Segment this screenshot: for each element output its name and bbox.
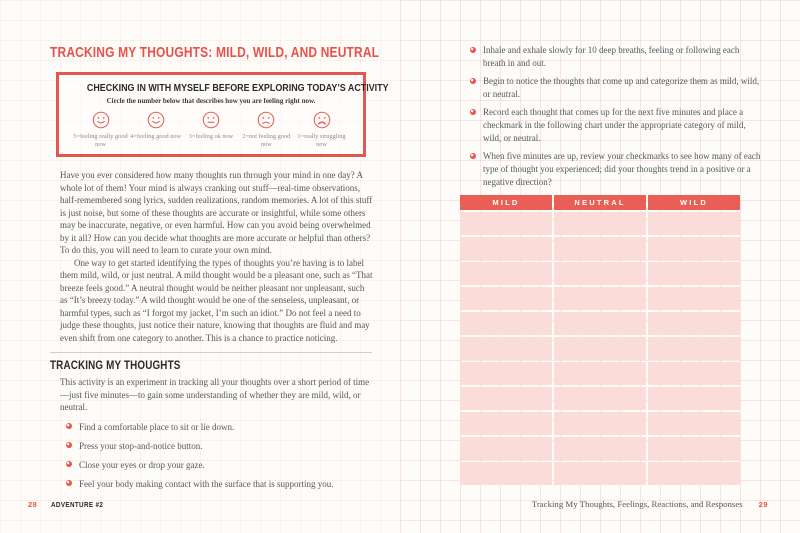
list-item	[470, 44, 762, 70]
chart-cell[interactable]	[554, 462, 646, 485]
mood-label: 5=feeling really good now	[73, 133, 128, 148]
step-text: Record each thought that comes up for the next five minutes and place a checkmark in the following chart under the appropriate category of mild, wild, or neutral.	[483, 107, 746, 143]
mood-label: 2=not feeling good now	[242, 133, 291, 148]
chart-cell[interactable]	[648, 237, 740, 260]
chart-cell[interactable]	[554, 287, 646, 310]
step-text: Feel your body making contact with the surface that is supporting you.	[79, 478, 334, 489]
bullet-icon	[66, 480, 72, 486]
checkin-instruction: Circle the number below that describes how you are feeling right now.	[106, 97, 316, 105]
chart-cell[interactable]	[460, 262, 552, 285]
chart-cell[interactable]	[648, 287, 740, 310]
chart-cell[interactable]	[554, 262, 646, 285]
mood-option-1[interactable]	[294, 111, 349, 148]
chart-cell[interactable]	[648, 362, 740, 385]
chart-cell[interactable]	[460, 212, 552, 235]
page-number: 28	[28, 500, 38, 509]
chart-cell[interactable]	[460, 362, 552, 385]
mood-option-2[interactable]	[239, 111, 294, 148]
chart-cell[interactable]	[554, 412, 646, 435]
list-item	[470, 150, 762, 189]
intro-paragraph-1: Have you ever considered how many thoughts run through your mind in one day? A whole lot of them! Your mind is always cranking out stuff—real-time observations, half-remembered song lyrics, sudden realizations, random memories. A lot of this stuff is just noise, but some of these thoughts are accurate or insightful, while some others may be inaccurate, negative, or even harmful. How can you avoid being overwhelmed by it all? How can you decide what thoughts are more accurate or helpful than others? To do this, you will need to learn to curate your own mind.	[60, 170, 373, 256]
chart-cell[interactable]	[460, 337, 552, 360]
chart-cell[interactable]	[648, 437, 740, 460]
mood-label: 3=feeling ok now	[188, 133, 234, 140]
bullet-icon	[470, 109, 476, 115]
activity-intro: This activity is an experiment in tracking all your thoughts over a short period of time—just five minutes—to gain some understanding of whether they are mild, wild, or neutral.	[60, 377, 370, 413]
mood-label: 1=really struggling now	[297, 133, 346, 148]
intro-paragraph-2: One way to get started identifying the types of thoughts you’re having is to label them mild, wild, or just neutral. A mild thought would be a pleasant one, such as “That breeze feels good.” A neutral thought would be neither pleasant nor unpleasant, such as “It’s breezy today.” A wild thought would be one of the senseless, unpleasant, or harmful types, such as “I forgot my jacket, I’m such an idiot.” Do not feel a need to judge these thoughts, just notice their nature, knowing that thoughts are fluid and may even shift from one category to another. This is a chance to practice noticing.	[60, 257, 373, 343]
chart-cell[interactable]	[460, 462, 552, 485]
bullet-icon	[66, 442, 72, 448]
step-text: Close your eyes or drop your gaze.	[79, 459, 205, 470]
mood-scale	[65, 105, 357, 148]
page-number: 29	[758, 500, 768, 509]
bullet-icon	[66, 461, 72, 467]
step-text: Begin to notice the thoughts that come up and categorize them as mild, wild, or neutral.	[483, 76, 760, 99]
chart-cell[interactable]	[554, 387, 646, 410]
activity-steps-left	[66, 421, 372, 491]
section-divider	[50, 352, 372, 353]
activity-steps-right	[470, 44, 762, 189]
page-right	[400, 0, 800, 533]
chart-cell[interactable]	[648, 412, 740, 435]
neutral-face-icon	[202, 111, 220, 129]
running-title: Tracking My Thoughts, Feelings, Reactions, and Responses	[531, 499, 743, 509]
bullet-icon	[470, 78, 476, 84]
chart-cell[interactable]	[554, 437, 646, 460]
list-item	[66, 478, 372, 491]
chart-cell[interactable]	[460, 412, 552, 435]
chart-cell[interactable]	[648, 262, 740, 285]
list-item	[66, 440, 372, 453]
checkin-box	[56, 72, 389, 157]
chart-cell[interactable]	[648, 462, 740, 485]
list-item	[470, 75, 762, 101]
chart-cell[interactable]	[648, 312, 740, 335]
chart-cell[interactable]	[554, 312, 646, 335]
mood-label: 4=feeling good now	[130, 133, 182, 140]
chapter-label: ADVENTURE #2	[51, 502, 104, 509]
mood-option-3[interactable]	[184, 111, 239, 148]
thought-chart	[460, 195, 740, 485]
list-item	[470, 106, 762, 145]
step-text: Inhale and exhale slowly for 10 deep breaths, feeling or following each breath in and out.	[483, 45, 740, 68]
smiley-face-icon	[92, 111, 110, 129]
chart-cell[interactable]	[648, 387, 740, 410]
mood-option-4[interactable]	[128, 111, 183, 148]
chart-cell[interactable]	[554, 362, 646, 385]
chart-cell[interactable]	[460, 312, 552, 335]
bullet-icon	[470, 153, 476, 159]
step-text: Press your stop-and-notice button.	[79, 440, 203, 451]
step-text: Find a comfortable place to sit or lie down.	[79, 421, 235, 432]
chart-cell[interactable]	[554, 237, 646, 260]
sad-face-icon	[313, 111, 331, 129]
chart-header-mild: MILD	[460, 195, 552, 210]
mood-option-5[interactable]	[73, 111, 128, 148]
chart-cell[interactable]	[648, 212, 740, 235]
list-item	[66, 421, 372, 434]
chart-cell[interactable]	[648, 337, 740, 360]
smiley-face-icon	[147, 111, 165, 129]
frown-face-icon	[257, 111, 275, 129]
chart-cell[interactable]	[460, 387, 552, 410]
bullet-icon	[470, 47, 476, 53]
bullet-icon	[66, 423, 72, 429]
step-text: When five minutes are up, review your checkmarks to see how many of each type of thought you experienced; did your thoughts trend in a positive or a negative direction?	[483, 151, 761, 187]
activity-heading: TRACKING MY THOUGHTS	[50, 358, 181, 373]
list-item	[66, 459, 372, 472]
left-page-footer	[28, 500, 109, 509]
chart-cell[interactable]	[460, 287, 552, 310]
chart-cell[interactable]	[554, 337, 646, 360]
page-title: TRACKING MY THOUGHTS: MILD, WILD, AND NEUTRAL	[50, 44, 380, 61]
chart-cell[interactable]	[554, 212, 646, 235]
chart-cell[interactable]	[460, 237, 552, 260]
chart-header-wild: WILD	[648, 195, 740, 210]
chart-header-neutral: NEUTRAL	[554, 195, 646, 210]
right-page-footer	[532, 499, 768, 509]
checkin-heading: CHECKING IN WITH MYSELF BEFORE EXPLORING TODAY’S ACTIVITY	[86, 82, 389, 94]
chart-cell[interactable]	[460, 437, 552, 460]
